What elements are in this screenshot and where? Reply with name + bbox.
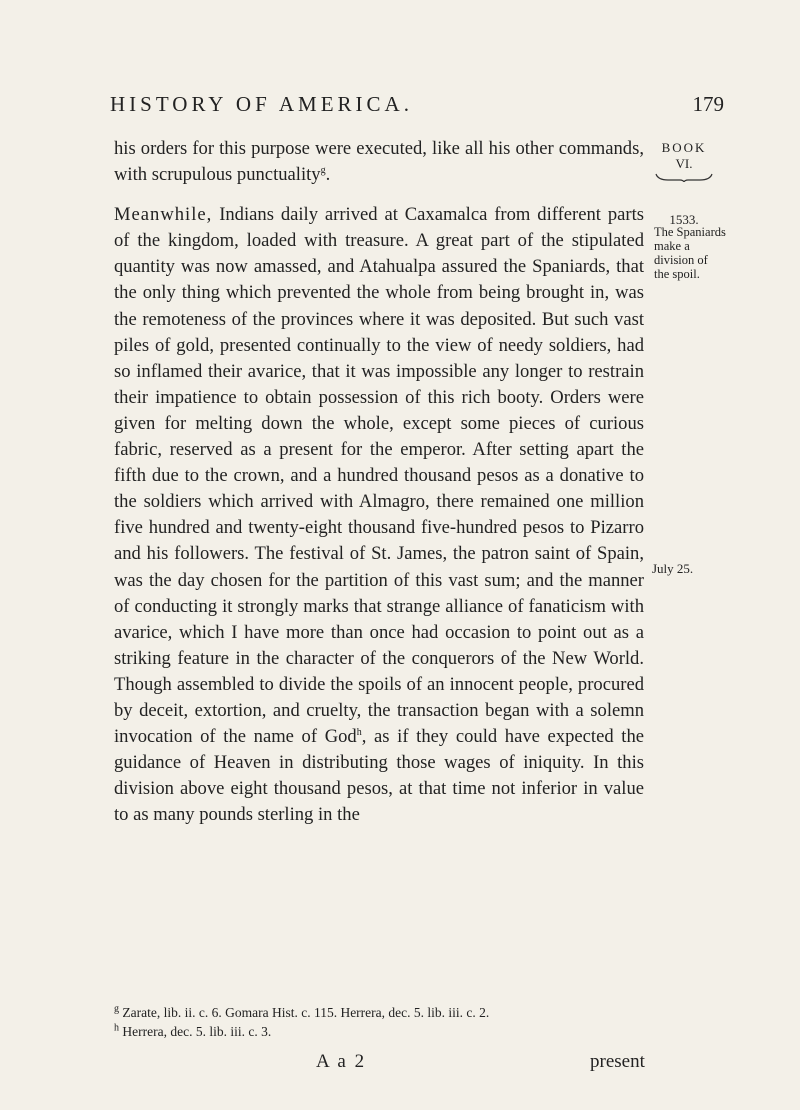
paragraph-2 (114, 202, 644, 828)
book-label: BOOK (661, 140, 707, 155)
margin-note-date: July 25. (652, 561, 694, 576)
footnote-h (114, 1022, 674, 1041)
footnote-text: Zarate, lib. ii. c. 6. Gomara Hist. c. 115. Herrera, dec. 5. lib. iii. c. 2. (122, 1005, 490, 1020)
footnote-ref-h: h (356, 726, 362, 738)
footnote-g (114, 1003, 674, 1022)
catchword: present (590, 1051, 645, 1072)
footnote-mark: g (114, 1003, 119, 1015)
page-number: 179 (692, 92, 724, 116)
p2-body: Indians daily arrived at Caxamalca from different parts of the kingdom, loaded with treasure. A great part of the stipulated quantity was now amassed, and Atahualpa assured the Spaniards, that the only thing which prevented the whole from being brought in, was the remoteness of the provinces where it was deposited. But such vast piles of gold, presented continually to the view of needy soldiers, had so inflamed their avarice, that it was impossible any longer to restrain their impatience to obtain possession of this rich booty. Orders were given for melting down the whole, except some pieces of curious fabric, reserved as a present for the emperor. After setting apart the fifth due to the crown, and a hundred thousand pesos as a donative to the soldiers which arrived with Almagro, there remained one million five hundred and twenty-eight thousand five-hundred pesos to Pizarro and his followers. The festival of St. James, the patron saint of Spain, was the day chosen for the partition of this vast sum; and the manner of conducting it strongly marks that strange alliance of fanaticism with avarice, which I have more than once had occasion to point out as a striking feature in the character of the conquerors of the New World. Though assembled to divide the spoils of an innocent people, procured by deceit, extortion, and cruelty, the transaction began with a solemn invocation of the name of God (114, 204, 644, 748)
p2-lead: Meanwhile, (114, 204, 213, 226)
p1-line-1: his orders for this purpose were executed, like all his other (114, 138, 554, 159)
margin-year: 1533. (669, 212, 699, 227)
p1-line-2: commands, with scrupulous punctuality (114, 138, 644, 186)
footnote-mark: h (114, 1022, 119, 1034)
footnote-text: Herrera, dec. 5. lib. iii. c. 3. (122, 1024, 272, 1039)
running-title: HISTORY OF AMERICA. (110, 92, 413, 116)
p2-tail: , as if they could have expected the guidance of Heaven in distributing those wages of iniquity. In this division above eight thousand pesos, at that time not inferior in value to as many pounds sterling in the (114, 726, 644, 826)
brace-ornament (654, 173, 714, 182)
footnote-ref-g: g (320, 164, 326, 176)
paragraph-1: his orders for this purpose were executed, like all his other commands, with scrupulous punctuality$^g$. (114, 138, 644, 186)
margin-note-spoil: The Spaniards make a division of the spoil. (654, 225, 726, 281)
signature-mark: A a 2 (316, 1051, 367, 1072)
book-marker (652, 140, 716, 182)
book-number: VI. (675, 156, 693, 171)
main-text (114, 136, 644, 828)
running-header (110, 92, 724, 122)
footnotes (114, 1003, 674, 1041)
